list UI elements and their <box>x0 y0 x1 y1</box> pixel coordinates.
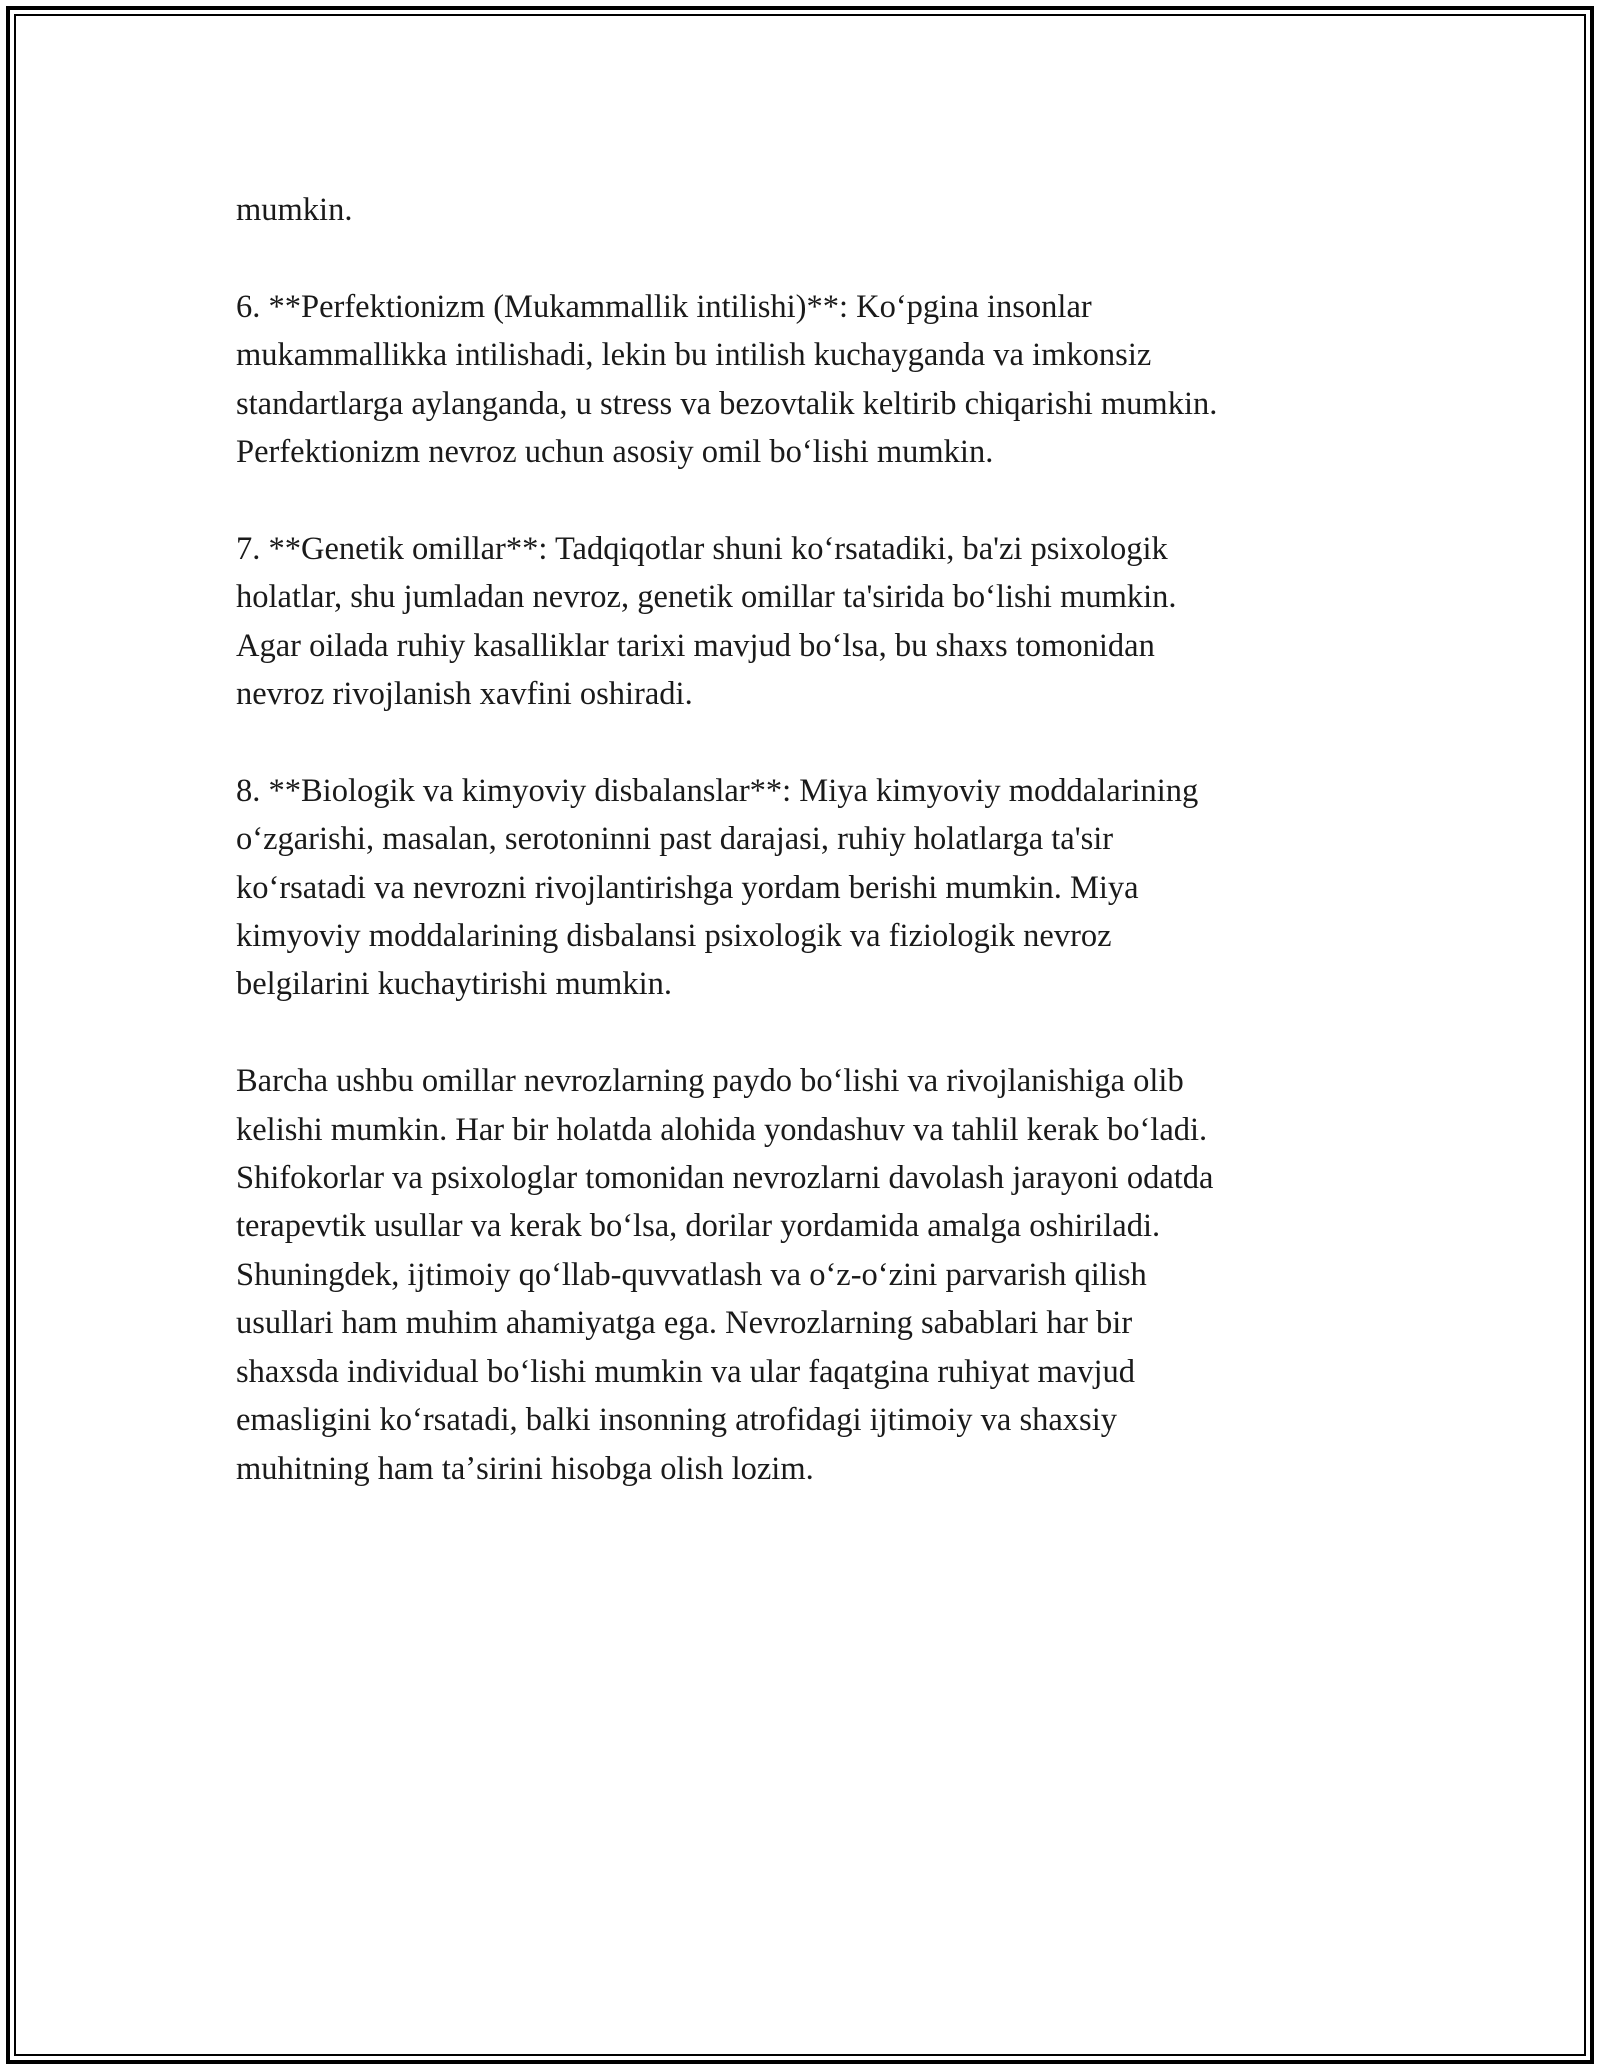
text-line: usullari ham muhim ahamiyatga ega. Nevrozlarning sabablari har bir <box>236 1305 1133 1342</box>
text-line: mukammallikka intilishadi, lekin bu intilish kuchayganda va imkonsiz <box>236 337 1152 374</box>
text-line: 7. **Genetik omillar**: Tadqiqotlar shuni koʻrsatadiki, ba'zi psixologik <box>236 530 1168 567</box>
text-line: nevroz rivojlanish xavfini oshiradi. <box>236 676 693 713</box>
paragraph-genetik-omillar <box>236 525 1366 719</box>
text-line: kimyoviy moddalarining disbalansi psixologik va fiziologik nevroz <box>236 918 1112 955</box>
text-line: 8. **Biologik va kimyoviy disbalanslar**: Miya kimyoviy moddalarining <box>236 772 1199 809</box>
text-line: Barcha ushbu omillar nevrozlarning paydo boʻlishi va rivojlanishiga olib <box>236 1063 1184 1100</box>
paragraph-continuation <box>236 186 1366 234</box>
text-line: emasligini koʻrsatadi, balki insonning atrofidagi ijtimoiy va shaxsiy <box>236 1402 1117 1439</box>
text-line: muhitning ham taʼsirini hisobga olish lozim. <box>236 1450 814 1487</box>
paragraph-conclusion <box>236 1057 1366 1493</box>
paragraph-perfektionizm <box>236 283 1366 477</box>
document-body <box>236 186 1366 1541</box>
text-line: Shuningdek, ijtimoiy qoʻllab-quvvatlash va oʻz-oʻzini parvarish qilish <box>236 1256 1147 1293</box>
text-line: koʻrsatadi va nevrozni rivojlantirishga yordam berishi mumkin. Miya <box>236 869 1139 906</box>
text-line: standartlarga aylanganda, u stress va bezovtalik keltirib chiqarishi mumkin. <box>236 385 1218 422</box>
text-line: holatlar, shu jumladan nevroz, genetik omillar ta'sirida boʻlishi mumkin. <box>236 579 1177 616</box>
text-line: shaxsda individual boʻlishi mumkin va ular faqatgina ruhiyat mavjud <box>236 1353 1135 1390</box>
text-line: oʻzgarishi, masalan, serotoninni past darajasi, ruhiy holatlarga ta'sir <box>236 821 1114 858</box>
text-line: Shifokorlar va psixologlar tomonidan nevrozlarni davolash jarayoni odatda <box>236 1160 1214 1197</box>
text-line: Perfektionizm nevroz uchun asosiy omil boʻlishi mumkin. <box>236 434 994 471</box>
paragraph-biologik-disbalanslar <box>236 767 1366 1009</box>
text-line: kelishi mumkin. Har bir holatda alohida yondashuv va tahlil kerak boʻladi. <box>236 1111 1208 1148</box>
text-line: mumkin. <box>236 192 353 228</box>
text-line: terapevtik usullar va kerak boʻlsa, dorilar yordamida amalga oshiriladi. <box>236 1208 1161 1245</box>
text-line: Agar oilada ruhiy kasalliklar tarixi mavjud boʻlsa, bu shaxs tomonidan <box>236 627 1155 664</box>
text-line: belgilarini kuchaytirishi mumkin. <box>236 966 672 1003</box>
text-line: 6. **Perfektionizm (Mukammallik intilishi)**: Koʻpgina insonlar <box>236 288 1092 325</box>
